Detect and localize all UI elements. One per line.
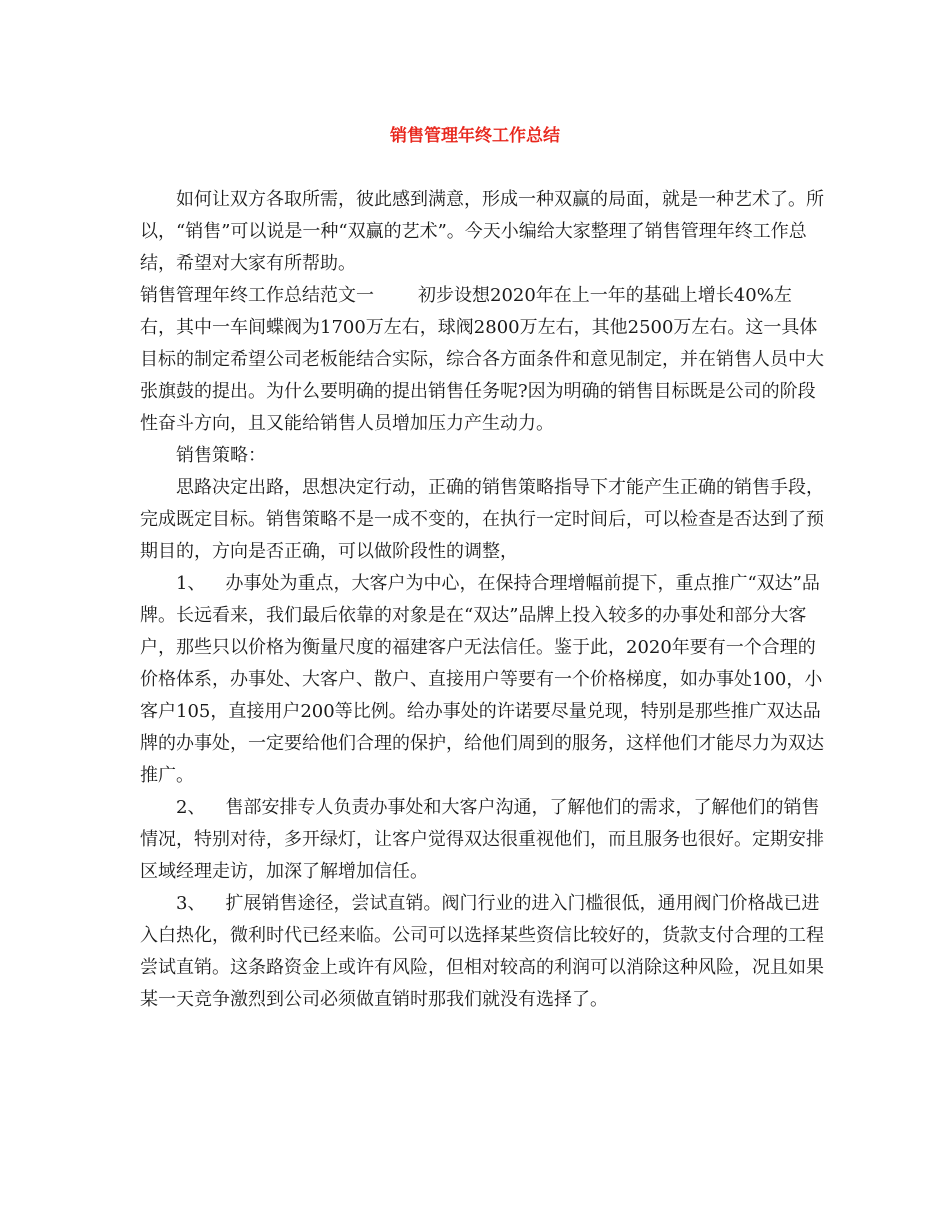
strategy-intro-paragraph: 思路决定出路，思想决定行动，正确的销售策略指导下才能产生正确的销售手段，完成既定目标。销售策略不是一成不变的，在执行一定时间后，可以检查是否达到了预期目的，方向是否正确，可以做阶段性的调整， xyxy=(140,477,824,562)
intro-paragraph: 如何让双方各取所需，彼此感到满意，形成一种双赢的局面，就是一种艺术了。所以，“销售”可以说是一种“双赢的艺术”。今天小编给大家整理了销售管理年终工作总结，希望对大家有所帮助。 xyxy=(140,189,824,274)
list-item-text: 售部安排专人负责办事处和大客户沟通，了解他们的需求，了解他们的销售情况，特别对待，多开绿灯，让客户觉得双达很重视他们，而且服务也很好。定期安排区域经理走访，加深了解增加信任。 xyxy=(140,797,824,882)
document-title: 销售管理年终工作总结 xyxy=(390,126,560,146)
list-item-text: 办事处为重点，大客户为中心，在保持合理增幅前提下，重点推广“双达”品牌。长远看来，我们最后依靠的对象是在“双达”品牌上投入较多的办事处和部分大客户，那些只以价格为衡量尺度的福建客户无法信任。鉴于此，2020年要有一个合理的价格体系，办事处、大客户、散户、直接用户等要有一个价格梯度，如办事处100，小客户105，直接用户200等比例。给办事处的许诺要尽量兑现，特别是那些推广双达品牌的办事处，一定要给他们合理的保护，给他们周到的服务，这样他们才能尽力为双达推广。 xyxy=(140,573,824,786)
section-heading: 销售管理年终工作总结范文一 xyxy=(140,285,374,306)
list-item xyxy=(140,792,824,888)
document-body xyxy=(140,184,824,1016)
list-item-number: 3、 xyxy=(176,893,206,914)
section-first-paragraph xyxy=(140,280,824,440)
list-item-number: 2、 xyxy=(176,797,206,818)
list-item xyxy=(140,568,824,792)
list-item-number: 1、 xyxy=(176,573,206,594)
section-first-text: 初步设想2020年在上一年的基础上增长40%左右，其中一车间蝶阀为1700万左右，球阀2800万左右，其他2500万左右。这一具体目标的制定希望公司老板能结合实际，综合各方面条件和意见制定，并在销售人员中大张旗鼓的提出。为什么要明确的提出销售任务呢?因为明确的销售目标既是公司的阶段性奋斗方向，且又能给销售人员增加压力产生动力。 xyxy=(140,285,824,434)
list-item xyxy=(140,888,824,1016)
list-item-text: 扩展销售途径，尝试直销。阀门行业的进入门槛很低，通用阀门价格战已进入白热化，微利时代已经来临。公司可以选择某些资信比较好的，货款支付合理的工程尝试直销。这条路资金上或许有风险，但相对较高的利润可以消除这种风险，况且如果某一天竞争激烈到公司必须做直销时那我们就没有选择了。 xyxy=(140,893,824,1010)
strategy-label: 销售策略： xyxy=(176,445,266,466)
